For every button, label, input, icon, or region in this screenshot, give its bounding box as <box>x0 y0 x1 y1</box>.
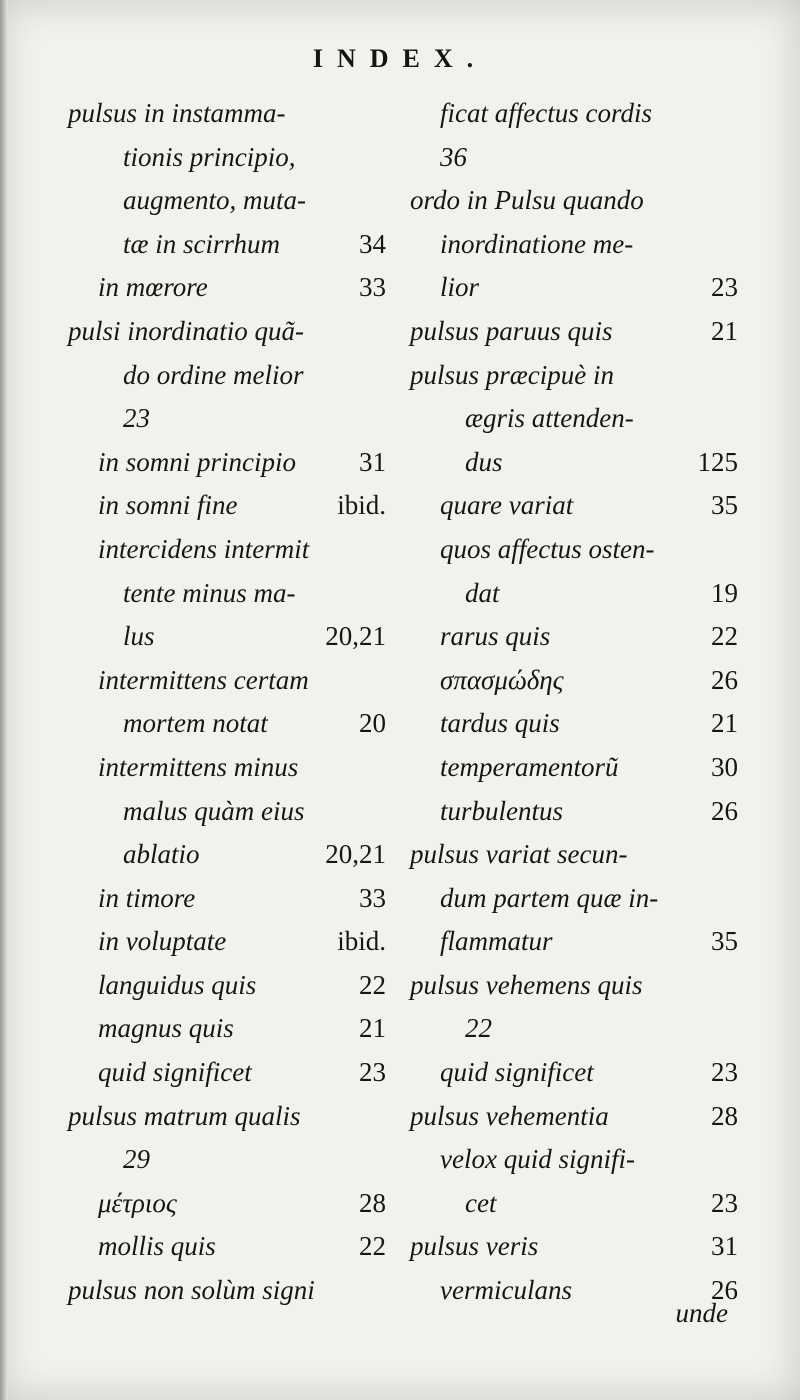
index-entry <box>68 223 388 267</box>
index-entry <box>410 964 730 1008</box>
index-entry <box>68 833 388 877</box>
page-gutter-edge <box>0 0 8 1400</box>
index-entry <box>410 179 730 223</box>
index-entry <box>410 790 738 834</box>
index-entry-text: augmento, muta- <box>123 185 306 216</box>
index-entry-text: in voluptate <box>98 926 227 957</box>
index-entry-text: in mœrore <box>98 272 208 303</box>
index-entry-page-ref: 28 <box>359 1187 386 1218</box>
index-entry-text: do ordine melior <box>123 359 304 390</box>
index-entry <box>410 223 730 267</box>
index-entry <box>68 877 388 921</box>
index-entry <box>68 441 388 485</box>
index-entry-page-ref: 26 <box>711 1275 738 1306</box>
index-entry-text: dus <box>465 446 503 477</box>
index-entry <box>68 354 388 398</box>
index-entry-page-ref: 19 <box>711 577 738 608</box>
index-entry <box>68 572 388 616</box>
index-entry <box>68 1095 388 1139</box>
index-entry <box>68 1182 388 1226</box>
index-entry-text: σπασμώδης <box>440 664 564 695</box>
index-entry <box>68 1269 388 1313</box>
index-entry-text: lior <box>440 272 480 303</box>
index-entry-page-ref: 35 <box>711 490 738 521</box>
index-entry <box>68 1138 388 1182</box>
index-entry <box>410 266 738 310</box>
index-entry-text: intermittens certam <box>98 664 309 695</box>
index-entry-page-ref: 23 <box>711 1057 738 1088</box>
index-entry <box>68 659 388 703</box>
index-entry-text: pulsi inordinatio quã- <box>68 315 305 346</box>
index-entry-text: quare variat <box>440 490 574 521</box>
index-entry-text: intercidens intermit <box>98 533 310 564</box>
index-entry-text: pulsus præcipuè in <box>410 359 615 390</box>
index-entry <box>410 92 730 136</box>
index-entry <box>68 746 388 790</box>
index-entry-text: mortem notat <box>123 708 268 739</box>
index-entry <box>410 1095 738 1139</box>
page-header: INDEX. <box>312 44 488 73</box>
index-entry-text: ficat affectus cordis <box>440 98 652 128</box>
index-entry-text: rarus quis <box>440 621 551 652</box>
index-entry-text: tionis principio, <box>123 141 296 172</box>
index-entry-text: dum partem quæ in- <box>440 882 659 913</box>
index-entry-page-ref: 34 <box>359 228 386 259</box>
index-entry-page-ref: 26 <box>711 795 738 826</box>
index-entry <box>68 702 388 746</box>
index-entry-text: tente minus ma- <box>123 577 296 608</box>
index-entry-text: languidus quis <box>98 969 257 1000</box>
index-entry-text: velox quid signifi- <box>440 1144 635 1175</box>
index-entry-text: pulsus matrum qualis <box>68 1100 301 1131</box>
index-entry <box>68 964 388 1008</box>
index-entry-text: ablatio <box>123 839 200 870</box>
index-entry <box>68 615 388 659</box>
index-entry-text: μέτριος <box>98 1187 177 1218</box>
index-entry <box>410 877 730 921</box>
index-entry-text: lus <box>123 621 155 652</box>
index-entry-page-ref: 21 <box>711 315 738 346</box>
index-entry <box>68 179 388 223</box>
index-entry-text: ægris attenden- <box>465 403 634 434</box>
index-entry <box>68 790 388 834</box>
index-entry <box>68 1007 388 1051</box>
index-entry <box>410 1007 730 1051</box>
index-entry-page-ref: 23 <box>711 1187 738 1218</box>
index-entry-text: in somni fine <box>98 490 238 521</box>
index-entry <box>410 1138 730 1182</box>
index-entry <box>68 1051 388 1095</box>
index-entry-text: intermittens minus <box>98 751 299 782</box>
index-entry-page-ref: 33 <box>359 272 386 303</box>
index-entry-text: flammatur <box>440 926 553 957</box>
index-entry-text: pulsus veris <box>410 1231 539 1262</box>
index-entry-page-ref: 30 <box>711 751 738 782</box>
index-entry <box>68 92 388 136</box>
index-entry-page-ref: 31 <box>359 446 386 477</box>
index-entry-text: pulsus variat secun- <box>410 839 628 870</box>
index-entry <box>410 310 738 354</box>
index-entry <box>68 1225 388 1269</box>
index-entry-page-ref: 21 <box>711 708 738 739</box>
index-entry <box>410 397 730 441</box>
index-entry <box>68 310 388 354</box>
index-entry <box>410 746 738 790</box>
index-entry-text: quos affectus osten- <box>440 533 655 564</box>
index-entry-text: 23 <box>123 403 150 434</box>
index-entry-page-ref: 22 <box>359 1231 386 1262</box>
index-entry-text: cet <box>465 1187 497 1218</box>
index-entry-page-ref: 20,21 <box>325 621 386 652</box>
index-entry-page-ref: 23 <box>711 272 738 303</box>
index-entry-text: turbulentus <box>440 795 564 826</box>
index-entry-text: pulsus vehementia <box>410 1100 609 1131</box>
index-entry <box>410 833 730 877</box>
index-entry <box>410 659 738 703</box>
index-entry <box>68 484 388 528</box>
index-entry-page-ref: 20 <box>359 708 386 739</box>
index-entry <box>410 484 738 528</box>
index-entry-text: 36 <box>440 141 467 172</box>
index-entry-text: mollis quis <box>98 1231 216 1262</box>
index-entry-text: vermiculans <box>440 1275 572 1306</box>
index-entry-text: tæ in scirrhum <box>123 228 281 259</box>
index-entry-text: ordo in Pulsu quando <box>410 185 644 216</box>
index-entry-text: pulsus in instamma- <box>68 98 286 128</box>
index-entry-page-ref: 31 <box>711 1231 738 1262</box>
index-entry-text: inordinatione me- <box>440 228 634 259</box>
index-entry-page-ref: 35 <box>711 926 738 957</box>
index-entry <box>410 354 730 398</box>
index-entry-page-ref: 22 <box>711 621 738 652</box>
index-entry <box>68 920 388 964</box>
index-entry-text: malus quàm eius <box>123 795 305 826</box>
index-entry-text: in somni principio <box>98 446 297 477</box>
index-entry-page-ref: 28 <box>711 1100 738 1131</box>
index-entry <box>410 615 738 659</box>
index-entry-page-ref: ibid. <box>337 926 386 957</box>
index-column-right <box>410 92 738 1313</box>
index-entry-page-ref: 125 <box>697 446 738 477</box>
index-entry-page-ref: 22 <box>359 969 386 1000</box>
index-entry <box>68 528 388 572</box>
index-entry <box>410 528 730 572</box>
catchword: unde <box>675 1298 728 1328</box>
index-entry <box>410 920 738 964</box>
index-entry <box>410 1182 738 1226</box>
index-entry <box>410 1225 738 1269</box>
index-entry-text: in timore <box>98 882 196 913</box>
index-entry-text: temperamentorũ <box>440 751 619 782</box>
index-entry-page-ref: 20,21 <box>325 839 386 870</box>
index-entry-page-ref: 21 <box>359 1013 386 1044</box>
index-entry-page-ref: 26 <box>711 664 738 695</box>
index-entry-text: pulsus paruus quis <box>410 315 613 346</box>
index-entry-text: quid significet <box>98 1057 252 1088</box>
index-entry-text: 22 <box>465 1013 492 1044</box>
index-entry-page-ref: 33 <box>359 882 386 913</box>
index-entry-text: magnus quis <box>98 1013 234 1044</box>
index-entry-text: 29 <box>123 1144 150 1175</box>
index-entry <box>68 266 388 310</box>
index-entry-text: tardus quis <box>440 708 560 739</box>
index-entry <box>410 441 738 485</box>
index-entry <box>68 136 388 180</box>
index-entry <box>68 397 388 441</box>
index-entry-page-ref: ibid. <box>337 490 386 521</box>
index-entry-text: dat <box>465 577 500 608</box>
index-entry <box>410 572 738 616</box>
index-entry-text: pulsus vehemens quis <box>410 969 643 1000</box>
index-entry <box>410 136 730 180</box>
index-entry-page-ref: 23 <box>359 1057 386 1088</box>
index-entry <box>410 1051 738 1095</box>
index-column-left <box>68 92 388 1313</box>
index-entry <box>410 702 738 746</box>
index-entry-text: quid significet <box>440 1057 594 1088</box>
index-entry-text: pulsus non solùm signi <box>68 1275 315 1306</box>
